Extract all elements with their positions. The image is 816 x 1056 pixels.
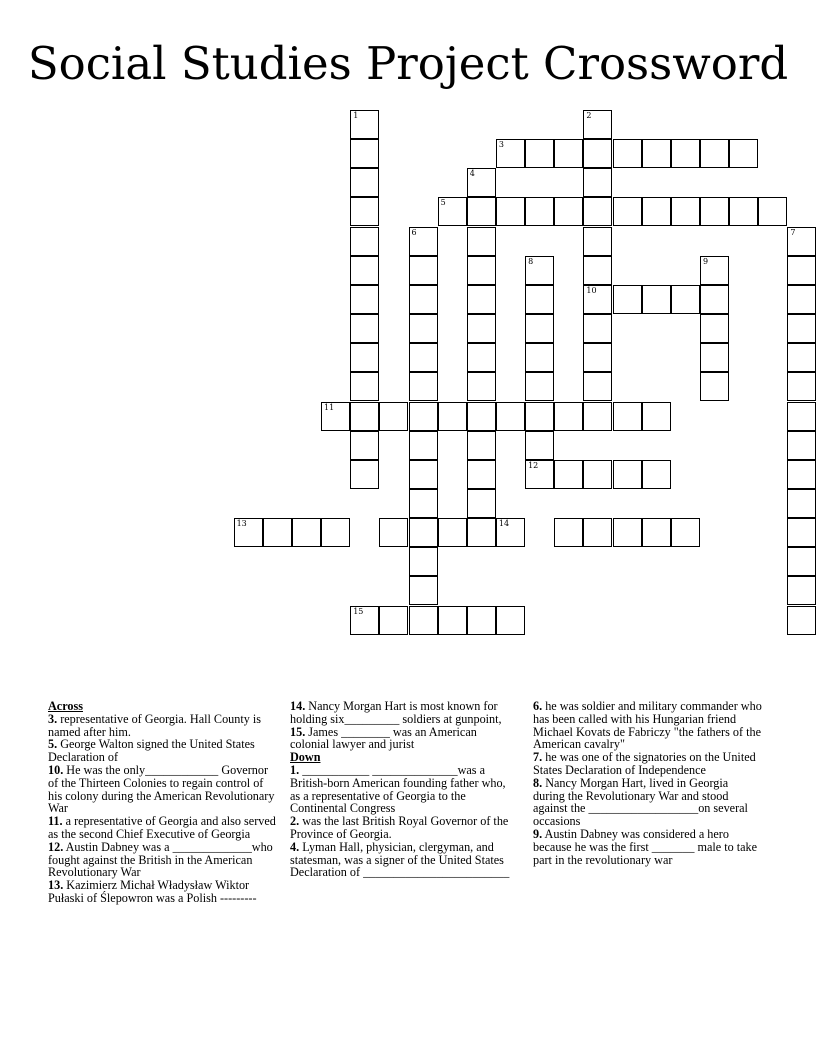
grid-cell[interactable] bbox=[583, 139, 612, 168]
clue-number: 13 bbox=[236, 519, 247, 529]
clue-number: 6 bbox=[411, 227, 417, 237]
clue-number: 14 bbox=[498, 519, 510, 529]
grid-cell[interactable] bbox=[467, 256, 496, 285]
grid-cell[interactable] bbox=[467, 168, 496, 197]
grid-cell[interactable] bbox=[700, 139, 729, 168]
clue-down-6: 6. he was soldier and military commander who has been called with his Hungarian friend Michael Kovats de Fabriczy "the fathers of the American cavalry" bbox=[533, 699, 762, 752]
clue-number: 1 bbox=[353, 111, 359, 120]
grid-cell[interactable] bbox=[409, 402, 438, 431]
grid-cell[interactable] bbox=[583, 372, 612, 401]
grid-cell[interactable] bbox=[496, 402, 525, 431]
clues-column-1 bbox=[48, 700, 276, 905]
grid-cell[interactable] bbox=[554, 139, 583, 168]
grid-cell[interactable] bbox=[583, 343, 612, 372]
grid-cell[interactable] bbox=[525, 256, 554, 285]
grid-cell[interactable] bbox=[467, 285, 496, 314]
grid-cell[interactable] bbox=[525, 460, 554, 489]
grid-cell[interactable] bbox=[700, 372, 729, 401]
grid-cell[interactable] bbox=[350, 285, 379, 314]
clue-across-13: 13. Kazimierz Michał Władysław Wiktor Pułaski of Ślepowron was a Polish --------- bbox=[48, 878, 257, 905]
grid-cell[interactable] bbox=[787, 489, 816, 518]
clue-down-2: 2. was the last British Royal Governor of the Province of Georgia. bbox=[290, 814, 509, 841]
grid-cell[interactable] bbox=[613, 197, 642, 226]
grid-cell[interactable] bbox=[409, 547, 438, 576]
grid-cell[interactable] bbox=[787, 343, 816, 372]
grid-cell[interactable] bbox=[409, 285, 438, 314]
grid-cell[interactable] bbox=[525, 372, 554, 401]
clue-number: 10 bbox=[586, 285, 597, 295]
grid-cell[interactable] bbox=[787, 460, 816, 489]
clue-down-9: 9. Austin Dabney was considered a hero because he was the first _______ male to take part in the revolutionary war bbox=[533, 826, 758, 867]
grid-cell[interactable] bbox=[787, 285, 816, 314]
page-title: Social Studies Project Crossword bbox=[27, 37, 789, 90]
grid-cell[interactable] bbox=[263, 518, 292, 547]
grid-cell[interactable] bbox=[379, 402, 408, 431]
clue-across-10: 10. He was the only____________ Governor of the Thirteen Colonies to regain control of his colony during the American Revolutionary War bbox=[48, 762, 275, 816]
grid-cell[interactable] bbox=[613, 518, 642, 547]
clue-across-14: 14. Nancy Morgan Hart is most known for holding six_________ soldiers at gunpoint, bbox=[290, 699, 502, 726]
clue-across-11: 11. a representative of Georgia and also served as the second Chief Executive of Georgia bbox=[48, 814, 276, 841]
grid-cell[interactable] bbox=[554, 402, 583, 431]
grid-cell[interactable] bbox=[787, 547, 816, 576]
grid-cell[interactable] bbox=[496, 197, 525, 226]
grid-cell[interactable] bbox=[671, 197, 700, 226]
grid-cell[interactable] bbox=[525, 343, 554, 372]
grid-cell[interactable] bbox=[583, 227, 612, 256]
grid-cell[interactable] bbox=[787, 518, 816, 547]
clue-number: 9 bbox=[703, 256, 709, 266]
grid-cell[interactable] bbox=[729, 139, 758, 168]
grid-cell[interactable] bbox=[409, 431, 438, 460]
grid-cell[interactable] bbox=[350, 139, 379, 168]
grid-cell[interactable] bbox=[350, 431, 379, 460]
grid-cell[interactable] bbox=[787, 431, 816, 460]
grid-cell[interactable] bbox=[409, 518, 438, 547]
clue-number: 2 bbox=[586, 111, 592, 120]
grid-cell[interactable] bbox=[525, 431, 554, 460]
grid-cell[interactable] bbox=[642, 518, 671, 547]
grid-cell[interactable] bbox=[496, 139, 525, 168]
grid-cell[interactable] bbox=[613, 460, 642, 489]
grid-cell[interactable] bbox=[642, 139, 671, 168]
grid-cell[interactable] bbox=[729, 197, 758, 226]
grid-cell[interactable] bbox=[467, 518, 496, 547]
grid-cell[interactable] bbox=[583, 256, 612, 285]
grid-cell[interactable] bbox=[583, 285, 612, 314]
grid-cell[interactable] bbox=[409, 576, 438, 605]
grid-cell[interactable] bbox=[525, 139, 554, 168]
clue-number: 3 bbox=[498, 140, 504, 150]
grid-cell[interactable] bbox=[379, 518, 408, 547]
grid-cell[interactable] bbox=[467, 372, 496, 401]
grid-cell[interactable] bbox=[496, 606, 525, 635]
grid-cell[interactable] bbox=[409, 343, 438, 372]
clue-down-7: 7. he was one of the signatories on the United States Declaration of Independence bbox=[533, 750, 756, 777]
grid-cell[interactable] bbox=[467, 343, 496, 372]
clue-number: 4 bbox=[469, 169, 475, 179]
grid-cell[interactable] bbox=[350, 197, 379, 226]
grid-cell[interactable] bbox=[787, 256, 816, 285]
grid-cell[interactable] bbox=[409, 489, 438, 518]
grid-cell[interactable] bbox=[758, 197, 787, 226]
grid-cell[interactable] bbox=[700, 285, 729, 314]
grid-cell[interactable] bbox=[350, 256, 379, 285]
clue-number: 7 bbox=[790, 227, 796, 237]
grid-cell[interactable] bbox=[642, 402, 671, 431]
grid-cell[interactable] bbox=[554, 197, 583, 226]
grid-cell[interactable] bbox=[787, 314, 816, 343]
clue-across-12: 12. Austin Dabney was a _____________who fought against the British in the American Revolutionary War bbox=[48, 839, 273, 880]
grid-cell[interactable] bbox=[350, 343, 379, 372]
grid-cell[interactable] bbox=[438, 518, 467, 547]
grid-cell[interactable] bbox=[700, 343, 729, 372]
grid-cell[interactable] bbox=[321, 402, 350, 431]
grid-cell[interactable] bbox=[787, 606, 816, 635]
grid-cell[interactable] bbox=[467, 227, 496, 256]
grid-cell[interactable] bbox=[671, 139, 700, 168]
grid-cell[interactable] bbox=[350, 110, 379, 139]
clue-number: 15 bbox=[353, 606, 364, 616]
grid-cell[interactable] bbox=[409, 314, 438, 343]
grid-cell[interactable] bbox=[379, 606, 408, 635]
grid-cell[interactable] bbox=[496, 518, 525, 547]
grid-cell[interactable] bbox=[467, 431, 496, 460]
clue-across-15: 15. James ________ was an American colonial lawyer and jurist bbox=[290, 724, 477, 752]
grid-cell[interactable] bbox=[642, 460, 671, 489]
clue-number: 11 bbox=[324, 402, 335, 412]
grid-cell[interactable] bbox=[554, 518, 583, 547]
grid-cell[interactable] bbox=[583, 460, 612, 489]
clue-number: 12 bbox=[528, 460, 539, 470]
grid-cell[interactable] bbox=[438, 197, 467, 226]
grid-cell[interactable] bbox=[613, 402, 642, 431]
grid-cell[interactable] bbox=[583, 168, 612, 197]
grid-cell[interactable] bbox=[700, 256, 729, 285]
grid-cell[interactable] bbox=[350, 402, 379, 431]
grid-cell[interactable] bbox=[467, 402, 496, 431]
grid-cell[interactable] bbox=[409, 227, 438, 256]
grid-cell[interactable] bbox=[350, 227, 379, 256]
grid-cell[interactable] bbox=[583, 402, 612, 431]
grid-cell[interactable] bbox=[438, 402, 467, 431]
grid-cell[interactable] bbox=[350, 168, 379, 197]
grid-cell[interactable] bbox=[525, 197, 554, 226]
grid-cell[interactable] bbox=[321, 518, 350, 547]
grid-cell[interactable] bbox=[613, 285, 642, 314]
grid-cell[interactable] bbox=[613, 139, 642, 168]
grid-cell[interactable] bbox=[438, 606, 467, 635]
clue-across-5: 5. George Walton signed the United States Declaration of bbox=[48, 737, 255, 765]
grid-cell[interactable] bbox=[409, 256, 438, 285]
grid-cell[interactable] bbox=[467, 314, 496, 343]
grid-cell[interactable] bbox=[467, 460, 496, 489]
grid-cell[interactable] bbox=[642, 197, 671, 226]
grid-cell[interactable] bbox=[554, 460, 583, 489]
grid-cell[interactable] bbox=[787, 576, 816, 605]
grid-cell[interactable] bbox=[350, 372, 379, 401]
grid-cell[interactable] bbox=[467, 489, 496, 518]
grid-cell[interactable] bbox=[409, 606, 438, 635]
grid-cell[interactable] bbox=[350, 314, 379, 343]
grid-cell[interactable] bbox=[467, 197, 496, 226]
grid-cell[interactable] bbox=[525, 314, 554, 343]
grid-cell[interactable] bbox=[350, 460, 379, 489]
grid-cell[interactable] bbox=[234, 518, 263, 547]
grid-cell[interactable] bbox=[525, 285, 554, 314]
clue-number: 5 bbox=[440, 198, 446, 208]
grid-cell[interactable] bbox=[583, 110, 612, 139]
grid-cell[interactable] bbox=[467, 606, 496, 635]
grid-cell[interactable] bbox=[787, 402, 816, 431]
grid-cell[interactable] bbox=[409, 372, 438, 401]
grid-cell[interactable] bbox=[700, 197, 729, 226]
grid-cell[interactable] bbox=[350, 606, 379, 635]
grid-cell[interactable] bbox=[671, 518, 700, 547]
grid-cell[interactable] bbox=[583, 197, 612, 226]
grid-cell[interactable] bbox=[525, 402, 554, 431]
clue-down-4: 4. Lyman Hall, physician, clergyman, and statesman, was a signer of the United States Declaration of ________________________ bbox=[290, 839, 510, 880]
across-heading: Across bbox=[48, 699, 83, 713]
grid-cell[interactable] bbox=[409, 460, 438, 489]
grid-cell[interactable] bbox=[700, 314, 729, 343]
clue-number: 8 bbox=[528, 256, 534, 266]
down-heading: Down bbox=[290, 750, 321, 765]
clue-down-8: 8. Nancy Morgan Hart, lived in Georgia during the Revolutionary War and stood against the __________________on several occasions bbox=[533, 775, 748, 829]
grid-cell[interactable] bbox=[642, 285, 671, 314]
grid-cell[interactable] bbox=[583, 314, 612, 343]
clue-across-3: 3. representative of Georgia. Hall County is named after him. bbox=[48, 711, 262, 739]
grid-cell[interactable] bbox=[583, 518, 612, 547]
clues-column-3 bbox=[533, 700, 763, 866]
grid-cell[interactable] bbox=[787, 372, 816, 401]
grid-cell[interactable] bbox=[292, 518, 321, 547]
clues-column-2 bbox=[290, 700, 518, 879]
grid-cell[interactable] bbox=[671, 285, 700, 314]
grid-cell[interactable] bbox=[787, 227, 816, 256]
clue-down-1: 1. ___________ ______________was a British-born American founding father who, as a representative of Georgia to the Continental Congress bbox=[290, 762, 506, 816]
